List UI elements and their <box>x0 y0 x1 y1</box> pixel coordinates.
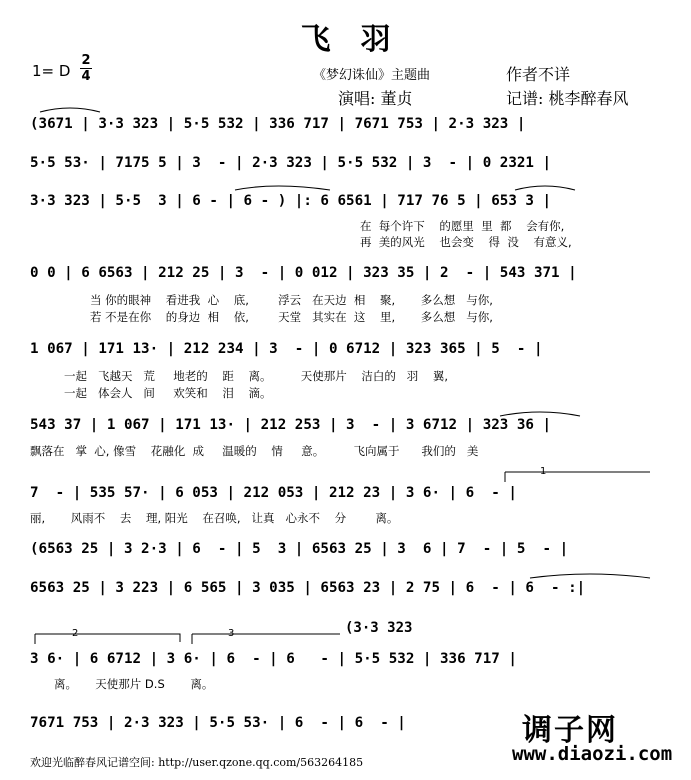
volta-line-2 <box>35 634 180 642</box>
slur-arc <box>500 412 580 416</box>
composer: 作者不详 <box>506 65 571 84</box>
transcriber: 记谱: 桃李醉春风 <box>506 89 629 108</box>
bracket-notes: (3·3 323 <box>345 620 413 636</box>
singer: 演唱: 董贞 <box>338 89 413 108</box>
lyric-verse-1: 飘落在 掌 心, 像雪 花融化 成 温暖的 情 意。 飞向属于 我们的 美 <box>30 444 479 458</box>
notes-line: 3·3 323 | 5·5 3 | 6 - | 6 - ) |: 6 6561 | 717 76 5 | 653 3 | <box>30 193 552 209</box>
lyric-verse-2: 一起 体会人 间 欢笑和 泪 滴。 <box>64 386 272 400</box>
notes-line: (6563 25 | 3 2·3 | 6 - | 5 3 | 6563 25 | 3 6 | 7 - | 5 - | <box>30 541 569 557</box>
notes-line: 7671 753 | 2·3 323 | 5·5 53· | 6 - | 6 - | <box>30 715 406 731</box>
notes-line: 7 - | 535 57· | 6 053 | 212 053 | 212 23 | 3 6· | 6 - | <box>30 485 517 501</box>
lyric-verse-1: 丽, 风雨不 去 理, 阳光 在召唤, 让真 心永不 分 离。 <box>30 511 399 525</box>
meter-top: 2 <box>81 53 91 68</box>
notes-line: 543 37 | 1 067 | 171 13· | 212 253 | 3 - | 3 6712 | 323 36 | <box>30 417 552 433</box>
meter-bottom: 4 <box>81 69 91 84</box>
slur-arc <box>515 186 575 190</box>
subtitle: 《梦幻诛仙》主题曲 <box>313 68 431 83</box>
watermark-brand: 调子网 <box>522 713 618 748</box>
slur-arc <box>40 108 100 112</box>
slur-arc <box>235 186 330 190</box>
lyric-verse-2: 再 美的风光 也会变 得 没 有意义, <box>360 235 572 249</box>
notes-line: 5·5 53· | 7175 5 | 3 - | 2·3 323 | 5·5 532 | 3 - | 0 2321 | <box>30 155 552 171</box>
lyric-verse-2: 若 不是在你 的身边 相 依, 天堂 其实在 这 里, 多么想 与你, <box>90 310 493 324</box>
volta-2-label: 2 <box>72 628 79 639</box>
volta-1-label: 1 <box>540 466 547 477</box>
lyric-verse-1: 离。 天使那片 D.S 离。 <box>54 677 214 691</box>
footer-note: 欢迎光临醉春风记谱空间: http://user.qzone.qq.com/563264185 <box>30 756 364 769</box>
lyric-verse-1: 在 每个许下 的愿里 里 都 会有你, <box>360 219 565 233</box>
key-signature: 1= D <box>32 62 71 80</box>
volta-3-label: 3 <box>228 628 235 639</box>
slur-arc <box>530 574 650 578</box>
lyric-verse-1: 当 你的眼神 看进我 心 底, 浮云 在天边 相 聚, 多么想 与你, <box>90 293 493 307</box>
song-title: 飞羽 <box>300 22 421 57</box>
notes-line: 0 0 | 6 6563 | 212 25 | 3 - | 0 012 | 323 35 | 2 - | 543 371 | <box>30 265 577 281</box>
lyric-verse-1: 一起 飞越天 荒 地老的 距 离。 天使那片 洁白的 羽 翼, <box>64 369 449 383</box>
watermark <box>500 703 690 775</box>
notes-line: 6563 25 | 3 223 | 6 565 | 3 035 | 6563 23 | 2 75 | 6 - | 6 - :| <box>30 580 586 596</box>
notes-line: (3671 | 3·3 323 | 5·5 532 | 336 717 | 7671 753 | 2·3 323 | <box>30 116 526 132</box>
notes-line: 1 067 | 171 13· | 212 234 | 3 - | 0 6712 | 323 365 | 5 - | <box>30 341 543 357</box>
watermark-url: www.diaozi.com <box>512 743 673 765</box>
notes-line: 3 6· | 6 6712 | 3 6· | 6 - | 6 - | 5·5 532 | 336 717 | <box>30 651 517 667</box>
